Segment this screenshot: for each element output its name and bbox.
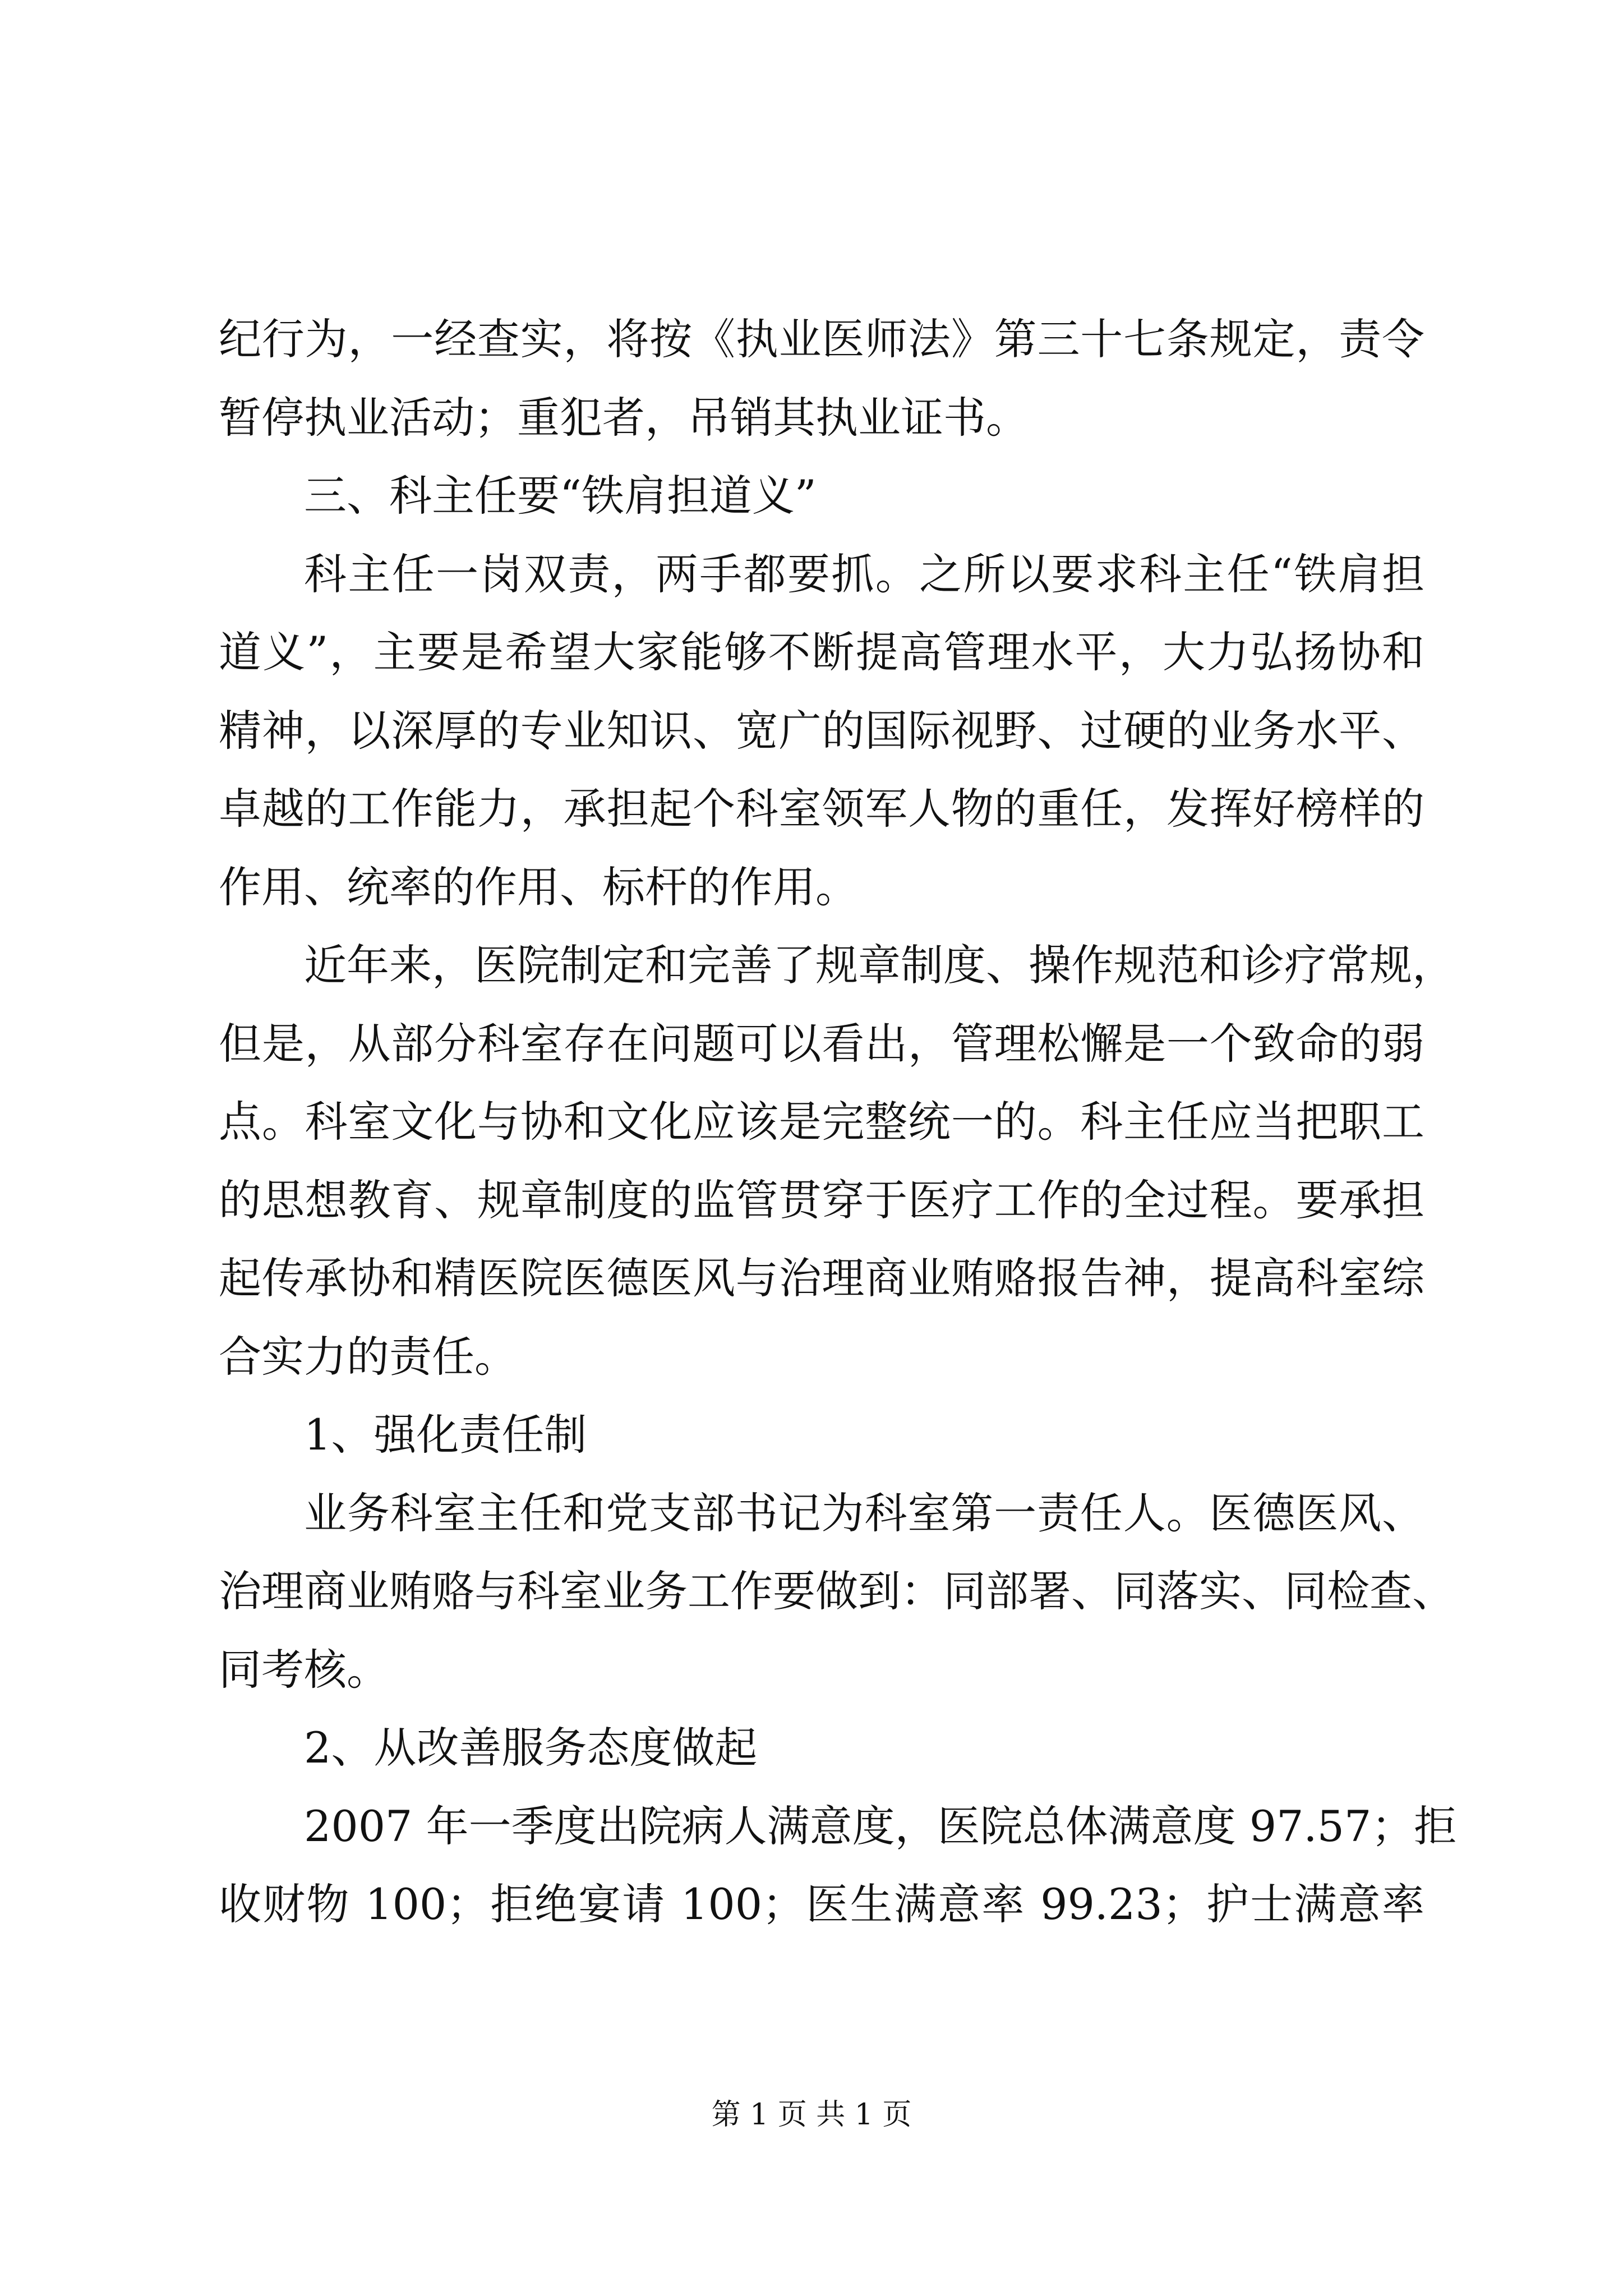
text-line: 的思想教育、规章制度的监管贯穿于医疗工作的全过程。要承担 bbox=[219, 1175, 1424, 1225]
text-line: 卓越的工作能力，承担起个科室领军人物的重任，发挥好榜样的 bbox=[219, 784, 1424, 834]
text-line: 治理商业贿赂与科室业务工作要做到：同部署、同落实、同检查、 bbox=[219, 1566, 1455, 1616]
text-line: 点。科室文化与协和文化应该是完整统一的。科主任应当把职工 bbox=[219, 1097, 1424, 1147]
text-line: 科主任一岗双责，两手都要抓。之所以要求科主任“铁肩担 bbox=[304, 549, 1424, 599]
text-line: 作用、统率的作用、标杆的作用。 bbox=[219, 862, 858, 912]
section-heading: 三、科主任要“铁肩担道义” bbox=[304, 471, 817, 521]
subsection-heading: 2、从改善服务态度做起 bbox=[304, 1723, 758, 1773]
subsection-heading: 1、强化责任制 bbox=[304, 1410, 587, 1460]
text-line: 但是，从部分科室存在问题可以看出，管理松懈是一个致命的弱 bbox=[219, 1018, 1424, 1069]
text-line: 近年来，医院制定和完善了规章制度、操作规范和诊疗常规， bbox=[304, 940, 1455, 990]
text-line: 道义”，主要是希望大家能够不断提高管理水平，大力弘扬协和 bbox=[219, 627, 1424, 677]
text-line: 暂停执业活动；重犯者，吊销其执业证书。 bbox=[219, 392, 1029, 443]
text-line: 2007 年一季度出院病人满意度，医院总体满意度 97.57；拒 bbox=[304, 1801, 1457, 1851]
text-line: 收财物 100；拒绝宴请 100；医生满意率 99.23；护士满意率 bbox=[219, 1879, 1424, 1929]
text-line: 精神，以深厚的专业知识、宽广的国际视野、过硬的业务水平、 bbox=[219, 705, 1424, 756]
text-line: 业务科室主任和党支部书记为科室第一责任人。医德医风、 bbox=[304, 1488, 1424, 1538]
text-line: 同考核。 bbox=[219, 1644, 389, 1695]
text-line: 合实力的责任。 bbox=[219, 1331, 517, 1382]
text-line: 起传承协和精医院医德医风与治理商业贿赂报告神，提高科室综 bbox=[219, 1253, 1424, 1303]
text-line: 纪行为，一经查实，将按《执业医师法》第三十七条规定，责令 bbox=[219, 314, 1424, 364]
page-number: 第 1 页 共 1 页 bbox=[711, 2098, 912, 2132]
document-body bbox=[219, 300, 1457, 1944]
